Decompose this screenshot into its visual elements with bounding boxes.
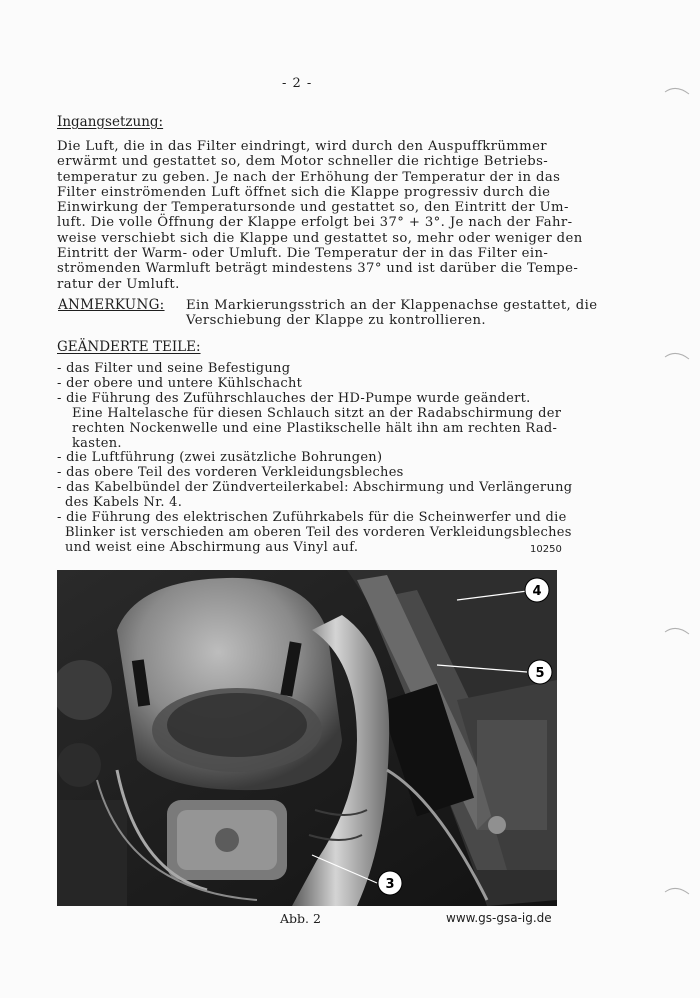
callout-label: 4: [532, 584, 542, 599]
binder-hole-mark: [664, 349, 690, 361]
reference-number: 10250: [530, 544, 562, 555]
list-item: Eine Haltelasche für diesen Schlauch sitzt an der Radabschirmung der: [72, 405, 562, 421]
changed-parts-list: [57, 362, 572, 556]
paragraph-line: strömenden Warmluft beträgt mindestens 37° und ist darüber die Tempe-: [57, 261, 579, 277]
paragraph-ingangsetzung: [57, 139, 583, 292]
paragraph-line: Eintritt der Warm- oder Umluft. Die Temperatur der in das Filter ein-: [57, 246, 549, 262]
paragraph-line: erwärmt und gestattet so, dem Motor schneller die richtige Betriebs-: [57, 154, 549, 170]
list-item: rechten Nockenwelle und eine Plastikschelle hält ihn am rechten Rad-: [72, 420, 558, 436]
list-item: - die Führung des elektrischen Zuführkabels für die Scheinwerfer und die: [57, 510, 567, 526]
binder-hole-mark: [664, 84, 690, 96]
figure-caption: Abb. 2: [280, 911, 321, 926]
paragraph-line: temperatur zu geben. Je nach der Erhöhung der Temperatur der in das: [57, 169, 561, 185]
list-item: - das obere Teil des vorderen Verkleidungsbleches: [57, 465, 404, 481]
page-number: - 2 -: [282, 76, 313, 91]
list-item: - das Kabelbündel der Zündverteilerkabel: Abschirmung und Verlängerung: [57, 480, 573, 496]
note-label: ANMERKUNG:: [58, 297, 165, 313]
paragraph-line: weise verschiebt sich die Klappe und gestattet so, mehr oder weniger den: [57, 230, 583, 246]
website-url: www.gs-gsa-ig.de: [446, 911, 552, 925]
paragraph-line: Filter einströmenden Luft öffnet sich die Klappe progressiv durch die: [57, 184, 551, 200]
note-text: [186, 298, 597, 329]
note-line: Ein Markierungsstrich an der Klappenachse gestattet, die: [186, 298, 598, 313]
binder-hole-mark: [664, 884, 690, 896]
list-item: und weist eine Abschirmung aus Vinyl auf.: [65, 539, 359, 555]
paragraph-line: Einwirkung der Temperatursonde und gestattet so, den Eintritt der Um-: [57, 200, 569, 216]
paragraph-line: luft. Die volle Öffnung der Klappe erfolgt bei 37° + 3°. Je nach der Fahr-: [57, 215, 573, 231]
paragraph-line: Die Luft, die in das Filter eindringt, wird durch den Auspuffkrümmer: [57, 139, 547, 154]
note-line: Verschiebung der Klappe zu kontrollieren.: [186, 313, 486, 329]
callout-label: 3: [385, 877, 395, 892]
engine-photo: [57, 570, 557, 906]
binder-hole-mark: [664, 624, 690, 636]
section-heading-ingangsetzung: Ingangsetzung:: [57, 114, 164, 130]
list-item: Blinker ist verschieden am oberen Teil des vorderen Verkleidungsbleches: [65, 524, 572, 540]
paragraph-line: ratur der Umluft.: [57, 276, 180, 292]
list-item: - die Luftführung (zwei zusätzliche Bohrungen): [57, 450, 383, 466]
list-item: - der obere und untere Kühlschacht: [57, 375, 303, 391]
callout-label: 5: [535, 666, 545, 681]
section-heading-geaenderte-teile: GEÄNDERTE TEILE:: [57, 339, 201, 355]
list-item: kasten.: [72, 435, 122, 451]
list-item: - die Führung des Zuführschlauches der HD-Pumpe wurde geändert.: [57, 390, 531, 406]
list-item: - das Filter und seine Befestigung: [57, 361, 291, 376]
list-item: des Kabels Nr. 4.: [65, 495, 183, 511]
